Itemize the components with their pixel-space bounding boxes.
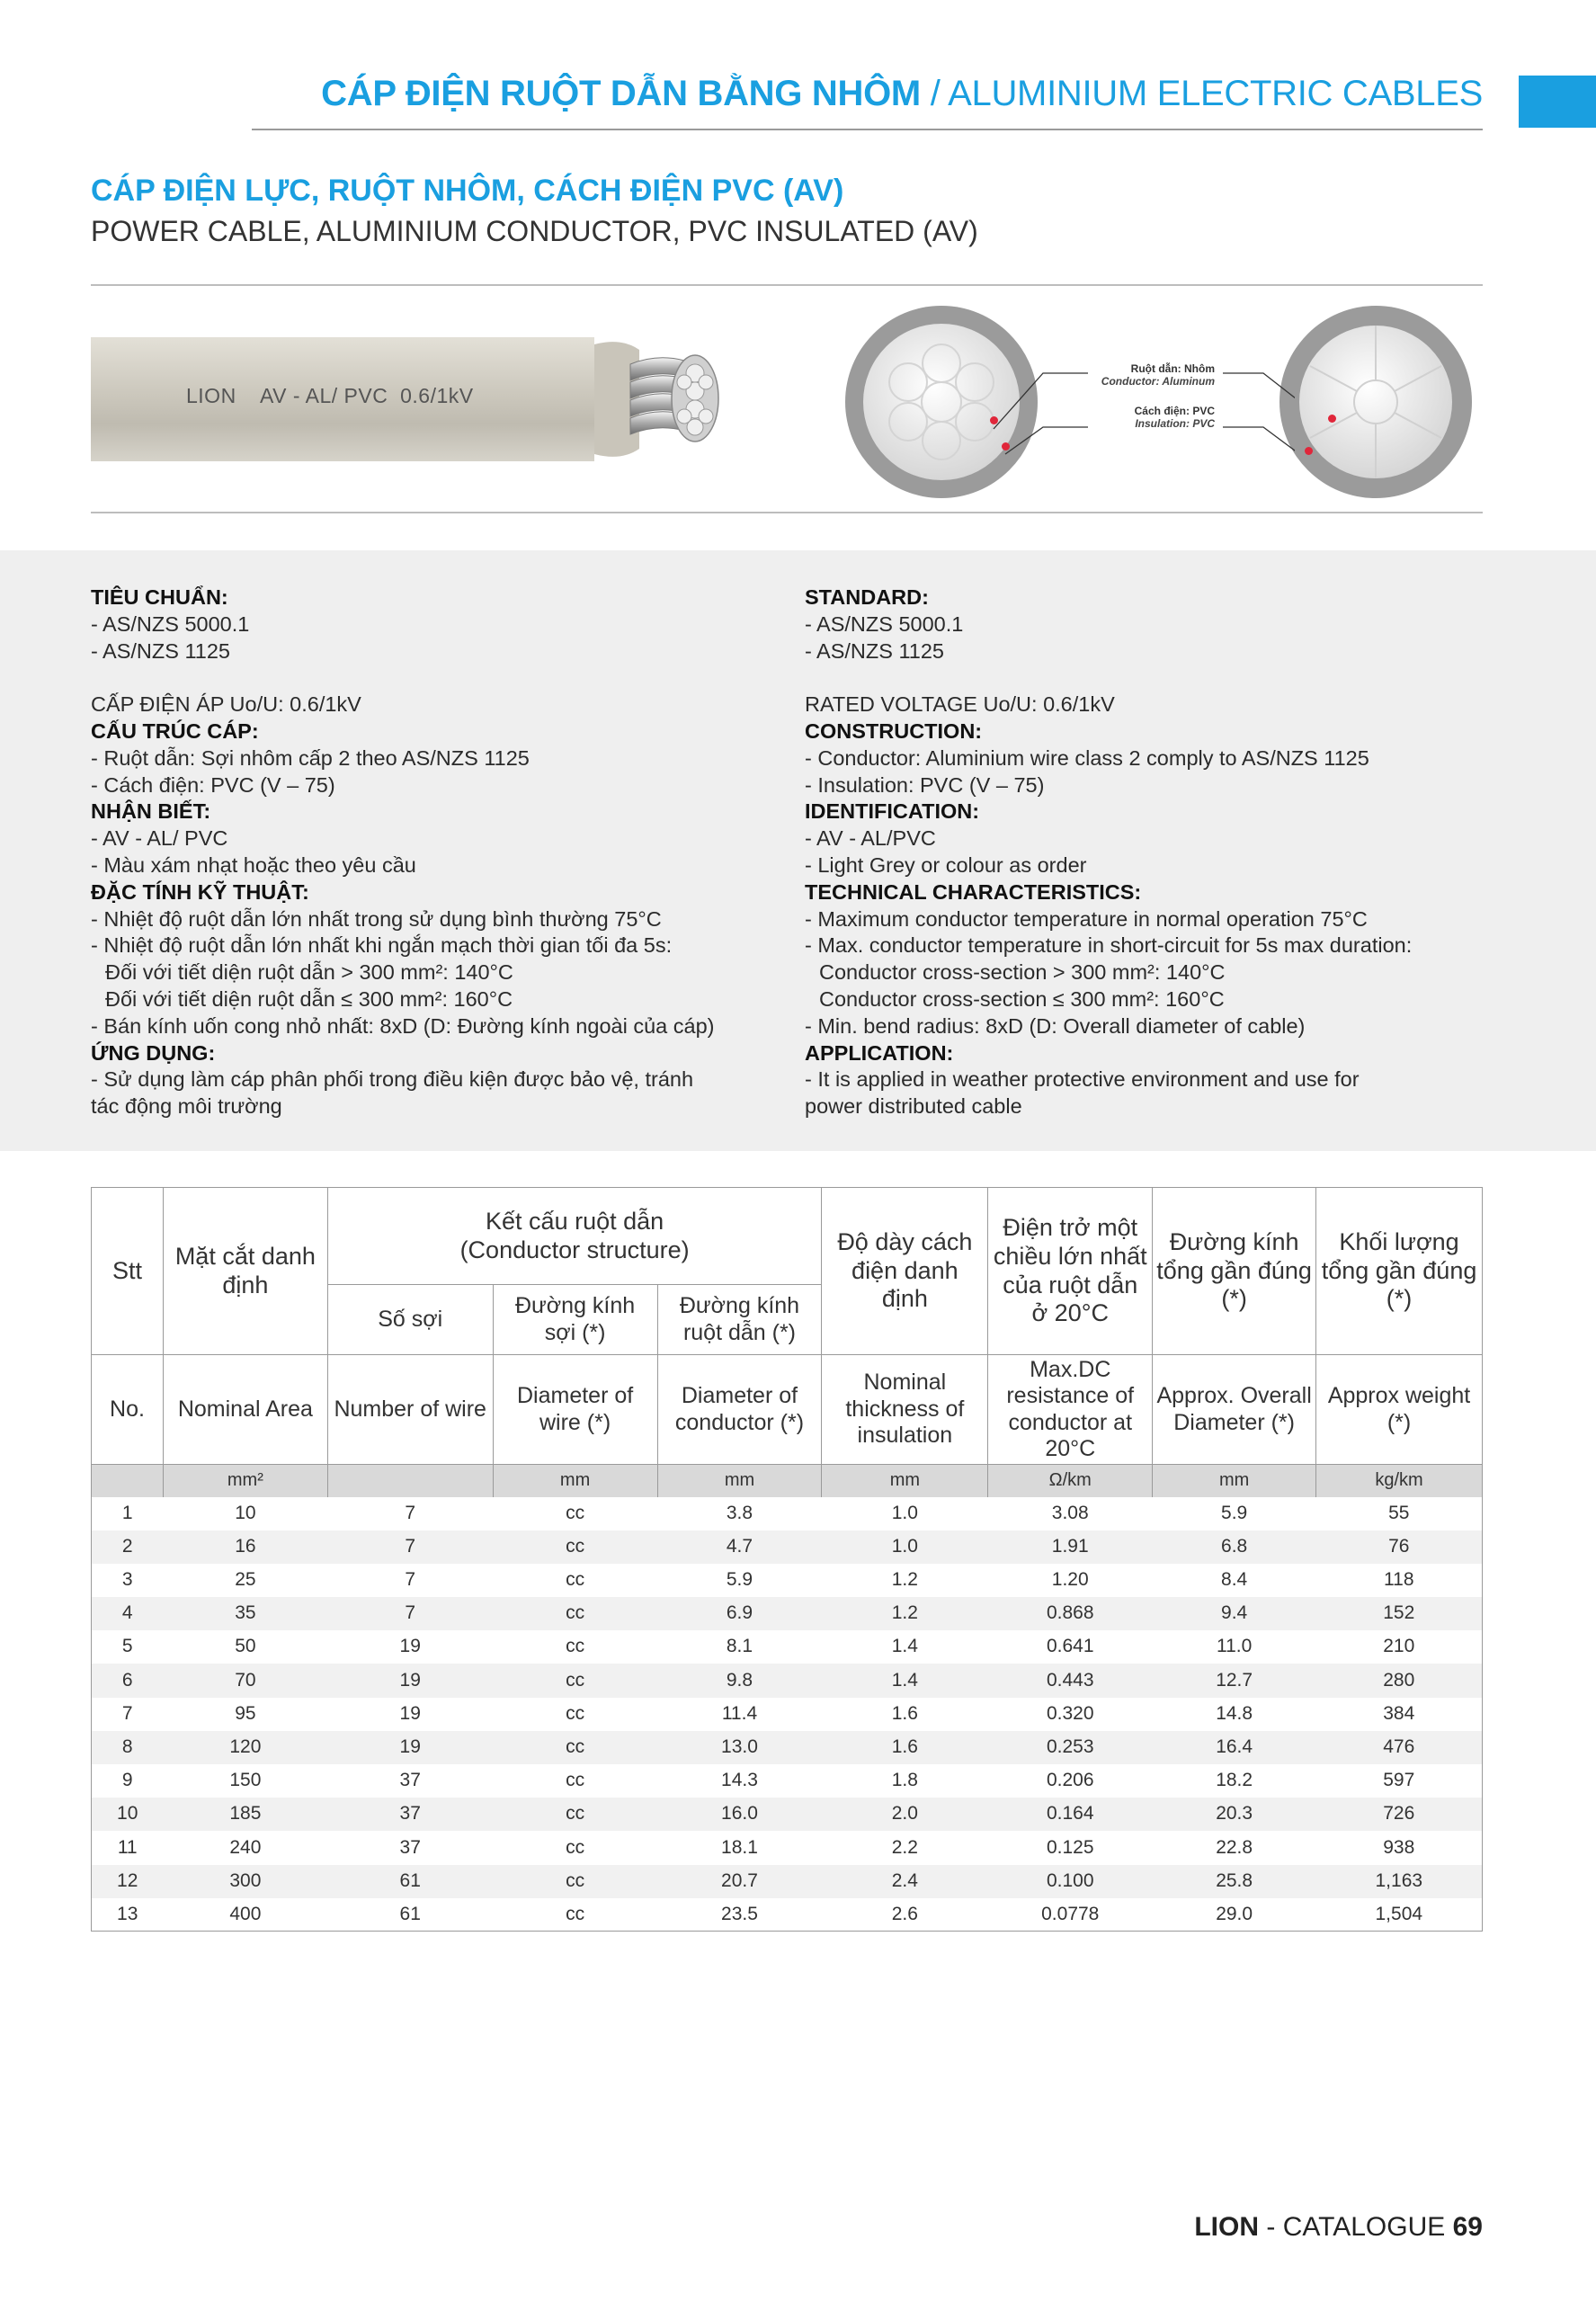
- th-overall-en: Approx. Overall Diameter (*): [1153, 1355, 1316, 1465]
- table-cell: 0.206: [1046, 1770, 1094, 1791]
- table-row: [92, 1831, 1483, 1864]
- table-cell: 6.8: [1153, 1530, 1316, 1564]
- table-cell: cc: [493, 1664, 657, 1697]
- callout-conductor: [1084, 362, 1215, 388]
- unit-cell: Ω/km: [988, 1465, 1153, 1497]
- th-dia-wire-en: Diameter of wire (*): [493, 1355, 657, 1465]
- header-accent-tab: [1519, 76, 1596, 128]
- table-header-row-en: [92, 1355, 1483, 1465]
- table-cell: 0.868: [988, 1597, 1153, 1630]
- table-cell: 9.4: [1153, 1597, 1316, 1630]
- spec-line: - Nhiệt độ ruột dẫn lớn nhất khi ngắn mạch thời gian tối đa 5s:: [91, 933, 673, 958]
- spec-line: - AS/NZS 5000.1: [91, 611, 250, 636]
- table-cell: cc: [566, 1569, 585, 1591]
- th-weight-en: Approx weight (*): [1316, 1355, 1483, 1465]
- table-cell: 476: [1316, 1731, 1483, 1764]
- page-number: 69: [1452, 2212, 1483, 2242]
- cross-section-compacted: [1279, 306, 1472, 498]
- table-cell: 2: [92, 1530, 164, 1564]
- table-cell: 70: [163, 1664, 327, 1697]
- table-cell: 16: [163, 1530, 327, 1564]
- spec-heading: ĐẶC TÍNH KỸ THUẬT:: [91, 879, 309, 904]
- table-cell: 4: [92, 1597, 164, 1630]
- table-cell: 150: [229, 1770, 262, 1791]
- table-cell: 76: [1316, 1530, 1483, 1564]
- table-cell: 0.125: [1046, 1836, 1094, 1858]
- table-cell: 7: [405, 1502, 416, 1523]
- th-no: No.: [92, 1355, 164, 1465]
- table-cell: 22.8: [1216, 1836, 1253, 1858]
- th-structure-vn: Kết cấu ruột dẫn: [486, 1207, 664, 1235]
- table-cell: 19: [399, 1702, 421, 1724]
- table-cell: 1.4: [822, 1664, 988, 1697]
- spec-heading: CẤU TRÚC CÁP:: [91, 718, 259, 743]
- table-cell: 13.0: [657, 1731, 822, 1764]
- table-cell: 12.7: [1153, 1664, 1316, 1697]
- table-cell: 185: [163, 1798, 327, 1831]
- spec-line: - Maximum conductor temperature in normal operation 75°C: [805, 906, 1368, 931]
- spec-heading: NHẬN BIẾT:: [91, 799, 211, 824]
- table-cell: 1.6: [891, 1702, 918, 1724]
- product-title-vn: CÁP ĐIỆN LỰC, RUỘT NHÔM, CÁCH ĐIỆN PVC (AV): [91, 174, 844, 208]
- table-cell: 35: [163, 1597, 327, 1630]
- table-cell: 16.4: [1153, 1731, 1316, 1764]
- spec-line: - Ruột dẫn: Sợi nhôm cấp 2 theo AS/NZS 1125: [91, 745, 530, 770]
- table-cell: 400: [163, 1898, 327, 1932]
- table-cell: 152: [1316, 1597, 1483, 1630]
- table-cell: cc: [566, 1502, 585, 1523]
- table-row: [92, 1497, 1483, 1530]
- table-cell: 20.3: [1153, 1798, 1316, 1831]
- th-overall-vn: Đường kính tổng gần đúng (*): [1153, 1188, 1316, 1355]
- table-cell: 280: [1316, 1664, 1483, 1697]
- table-cell: 61: [327, 1865, 493, 1898]
- spec-line: - Sử dụng làm cáp phân phối trong điều kiện được bảo vệ, tránh: [91, 1067, 694, 1092]
- table-cell: 37: [327, 1798, 493, 1831]
- table-cell: 726: [1316, 1798, 1483, 1831]
- unit-cell: mm: [1153, 1465, 1316, 1497]
- table-cell: 2.6: [822, 1898, 988, 1932]
- spec-line: - It is applied in weather protective environment and use for: [805, 1067, 1360, 1092]
- table-cell: 13: [92, 1898, 164, 1932]
- table-units-row: [92, 1465, 1483, 1497]
- th-dia-cond-en: Diameter of conductor (*): [657, 1355, 822, 1465]
- unit-cell: [327, 1465, 493, 1497]
- spec-line: - Cách điện: PVC (V – 75): [91, 772, 335, 797]
- table-cell: 29.0: [1153, 1898, 1316, 1932]
- page-title-sep: /: [920, 74, 949, 113]
- th-dia-cond-vn: Đường kính ruột dẫn (*): [657, 1285, 822, 1355]
- table-header-row-vn: [92, 1188, 1483, 1285]
- table-cell: 14.8: [1216, 1702, 1253, 1724]
- table-cell: cc: [493, 1798, 657, 1831]
- table-cell: 1.0: [891, 1502, 918, 1523]
- table-row: [92, 1630, 1483, 1664]
- table-cell: 1: [92, 1497, 164, 1530]
- spec-line: - Min. bend radius: 8xD (D: Overall diameter of cable): [805, 1013, 1306, 1038]
- spec-heading: IDENTIFICATION:: [805, 799, 980, 824]
- table-cell: 5.9: [1221, 1502, 1248, 1523]
- table-cell: 19: [399, 1636, 421, 1657]
- table-cell: 1.4: [891, 1636, 918, 1657]
- spec-line: Conductor cross-section ≤ 300 mm²: 160°C: [819, 986, 1225, 1011]
- spec-line: Conductor cross-section > 300 mm²: 140°C: [819, 960, 1226, 985]
- th-area-vn: Mặt cắt danh định: [163, 1188, 327, 1355]
- table-row: [92, 1731, 1483, 1764]
- table-cell: 10: [235, 1502, 256, 1523]
- table-cell: 0.641: [1046, 1636, 1094, 1657]
- table-cell: 384: [1316, 1698, 1483, 1731]
- table-cell: cc: [566, 1770, 585, 1791]
- spec-line: - AS/NZS 5000.1: [805, 611, 964, 636]
- page-title-vn: CÁP ĐIỆN RUỘT DẪN BẰNG NHÔM: [321, 74, 921, 113]
- table-cell: 25.8: [1153, 1865, 1316, 1898]
- th-dia-wire-vn: Đường kính sợi (*): [493, 1285, 657, 1355]
- spec-line: - Bán kính uốn cong nhỏ nhất: 8xD (D: Đường kính ngoài của cáp): [91, 1013, 715, 1038]
- th-resist-en: Max.DC resistance of conductor at 20°C: [988, 1355, 1153, 1465]
- page-title-en: ALUMINIUM ELECTRIC CABLES: [948, 74, 1483, 113]
- table-row: [92, 1564, 1483, 1597]
- spec-heading: APPLICATION:: [805, 1040, 954, 1065]
- table-cell: 1.2: [891, 1569, 918, 1591]
- table-cell: 0.100: [988, 1865, 1153, 1898]
- table-cell: 597: [1316, 1764, 1483, 1798]
- table-cell: 11: [92, 1831, 164, 1864]
- spec-line: - Màu xám nhạt hoặc theo yêu cầu: [91, 852, 416, 877]
- callout-insulation: [1084, 405, 1215, 430]
- cable-specification-table: [91, 1187, 1483, 1932]
- spec-line: - Insulation: PVC (V – 75): [805, 772, 1045, 797]
- specifications-en: [805, 584, 1524, 1120]
- unit-cell: mm: [657, 1465, 822, 1497]
- table-row: [92, 1664, 1483, 1697]
- spec-line: - Conductor: Aluminium wire class 2 comply to AS/NZS 1125: [805, 745, 1369, 770]
- spec-heading: TIÊU CHUẨN:: [91, 585, 228, 609]
- spec-gap: [805, 665, 1524, 691]
- table-cell: 14.3: [721, 1770, 758, 1791]
- table-cell: 19: [327, 1731, 493, 1764]
- table-cell: cc: [493, 1865, 657, 1898]
- table-cell: 2.0: [822, 1798, 988, 1831]
- table-cell: 10: [92, 1798, 164, 1831]
- table-cell: cc: [566, 1836, 585, 1858]
- table-cell: 18.1: [721, 1836, 758, 1858]
- table-cell: 3.8: [726, 1502, 753, 1523]
- product-title-en: POWER CABLE, ALUMINIUM CONDUCTOR, PVC INSULATED (AV): [91, 215, 978, 247]
- table-row: [92, 1865, 1483, 1898]
- th-num-wire-vn: Số sợi: [327, 1285, 493, 1355]
- table-cell: 1.91: [988, 1530, 1153, 1564]
- table-cell: 61: [327, 1898, 493, 1932]
- cable-strands-icon: [594, 337, 729, 461]
- th-weight-vn: Khối lượng tổng gần đúng (*): [1316, 1188, 1483, 1355]
- th-resist-vn: Điện trở một chiều lớn nhất của ruột dẫn ở 20°C: [988, 1188, 1153, 1355]
- unit-cell: [92, 1465, 164, 1497]
- table-cell: 0.0778: [988, 1898, 1153, 1932]
- callout-conductor-en: Conductor: Aluminum: [1101, 375, 1215, 388]
- table-cell: 0.320: [1046, 1702, 1094, 1724]
- table-cell: 2.4: [822, 1865, 988, 1898]
- table-cell: 11.0: [1216, 1636, 1253, 1657]
- compacted-conductor-icon: [1299, 326, 1452, 478]
- spec-line: tác động môi trường: [91, 1094, 282, 1119]
- callout-insulation-en: Insulation: PVC: [1135, 417, 1215, 430]
- th-thickness-vn: Độ dày cách điện danh định: [822, 1188, 988, 1355]
- table-cell: 8.1: [726, 1636, 753, 1657]
- table-row: [92, 1798, 1483, 1831]
- table-cell: 5.9: [726, 1569, 753, 1591]
- unit-cell: mm²: [163, 1465, 327, 1497]
- table-cell: 6: [92, 1664, 164, 1697]
- unit-cell: kg/km: [1316, 1465, 1483, 1497]
- table-row: [92, 1530, 1483, 1564]
- table-cell: 9: [92, 1764, 164, 1798]
- spec-gap: [91, 665, 792, 691]
- table-row: [92, 1597, 1483, 1630]
- table-row: [92, 1898, 1483, 1932]
- table-cell: 16.0: [657, 1798, 822, 1831]
- table-cell: cc: [493, 1731, 657, 1764]
- table-cell: cc: [493, 1898, 657, 1932]
- spec-heading: STANDARD:: [805, 585, 929, 609]
- table-cell: 0.253: [988, 1731, 1153, 1764]
- table-cell: 23.5: [657, 1898, 822, 1932]
- table-cell: 55: [1316, 1497, 1483, 1530]
- table-cell: 37: [399, 1836, 421, 1858]
- unit-cell: mm: [493, 1465, 657, 1497]
- spec-line: - AS/NZS 1125: [805, 638, 944, 663]
- spec-heading: CONSTRUCTION:: [805, 718, 983, 743]
- callout-insulation-vn: Cách điện: PVC: [1134, 405, 1215, 417]
- table-cell: 3: [92, 1564, 164, 1597]
- table-cell: cc: [566, 1636, 585, 1657]
- table-cell: 7: [327, 1597, 493, 1630]
- th-structure: [327, 1188, 822, 1285]
- page-title: [321, 74, 1483, 114]
- table-cell: 2.2: [891, 1836, 918, 1858]
- table-cell: 1,504: [1316, 1898, 1483, 1932]
- spec-line: CẤP ĐIỆN ÁP Uo/U: 0.6/1kV: [91, 692, 361, 717]
- table-cell: 3.08: [1051, 1502, 1089, 1523]
- table-cell: 11.4: [721, 1702, 758, 1724]
- cable-marking: LION AV - AL/ PVC 0.6/1kV: [186, 384, 474, 407]
- table-cell: 1.2: [822, 1597, 988, 1630]
- table-cell: 210: [1316, 1630, 1483, 1664]
- header-rule: [252, 129, 1483, 130]
- spec-heading: ỨNG DỤNG:: [91, 1040, 216, 1065]
- table-cell: 938: [1316, 1831, 1483, 1864]
- table-cell: 5: [92, 1630, 164, 1664]
- table-cell: 9.8: [657, 1664, 822, 1697]
- table-cell: 7: [327, 1530, 493, 1564]
- table-cell: 0.164: [988, 1798, 1153, 1831]
- table-cell: 8.4: [1221, 1569, 1248, 1591]
- th-area-en: Nominal Area: [163, 1355, 327, 1465]
- table-cell: 20.7: [657, 1865, 822, 1898]
- table-cell: 95: [235, 1702, 256, 1724]
- table-cell: 0.443: [988, 1664, 1153, 1697]
- table-cell: 37: [399, 1770, 421, 1791]
- table-cell: 1,163: [1316, 1865, 1483, 1898]
- table-cell: 1.8: [891, 1770, 918, 1791]
- table-cell: 1.0: [822, 1530, 988, 1564]
- spec-line: - AS/NZS 1125: [91, 638, 230, 663]
- table-row: [92, 1698, 1483, 1731]
- section-rule-bottom: [91, 512, 1483, 513]
- th-structure-en: (Conductor structure): [459, 1236, 690, 1263]
- table-cell: 118: [1316, 1564, 1483, 1597]
- footer-label: - CATALOGUE: [1259, 2212, 1453, 2242]
- th-num-wire-en: Number of wire: [327, 1355, 493, 1465]
- table-cell: 7: [92, 1698, 164, 1731]
- footer-brand: LION: [1194, 2212, 1260, 2242]
- page-footer: [1194, 2212, 1483, 2243]
- spec-line: - Light Grey or colour as order: [805, 852, 1087, 877]
- spec-line: Đối với tiết diện ruột dẫn ≤ 300 mm²: 160°C: [105, 986, 513, 1011]
- table-cell: cc: [493, 1597, 657, 1630]
- section-rule-top: [91, 284, 1483, 286]
- cable-image: [91, 337, 594, 461]
- table-cell: cc: [566, 1702, 585, 1724]
- th-stt: Stt: [92, 1188, 164, 1355]
- table-cell: 19: [327, 1664, 493, 1697]
- table-cell: 4.7: [657, 1530, 822, 1564]
- spec-line: - AV - AL/PVC: [805, 826, 936, 851]
- table-cell: cc: [493, 1530, 657, 1564]
- table-cell: 1.20: [1051, 1569, 1089, 1591]
- callout-conductor-vn: Ruột dẫn: Nhôm: [1130, 362, 1215, 375]
- table-row: [92, 1764, 1483, 1798]
- table-cell: 6.9: [657, 1597, 822, 1630]
- table-cell: 120: [163, 1731, 327, 1764]
- spec-line: - AV - AL/ PVC: [91, 826, 228, 851]
- table-cell: 240: [229, 1836, 262, 1858]
- table-cell: 300: [163, 1865, 327, 1898]
- spec-line: RATED VOLTAGE Uo/U: 0.6/1kV: [805, 692, 1115, 717]
- spec-line: - Max. conductor temperature in short-circuit for 5s max duration:: [805, 933, 1413, 958]
- spec-line: power distributed cable: [805, 1094, 1022, 1119]
- th-thickness-en: Nominal thickness of insulation: [822, 1355, 988, 1465]
- spec-line: Đối với tiết diện ruột dẫn > 300 mm²: 140°C: [105, 960, 513, 985]
- table-cell: 50: [235, 1636, 256, 1657]
- spec-heading: TECHNICAL CHARACTERISTICS:: [805, 879, 1142, 904]
- table-cell: 25: [235, 1569, 256, 1591]
- table-cell: 8: [92, 1731, 164, 1764]
- unit-cell: mm: [822, 1465, 988, 1497]
- table-cell: 18.2: [1216, 1770, 1253, 1791]
- specifications-vn: [91, 584, 792, 1120]
- table-cell: 1.6: [822, 1731, 988, 1764]
- table-cell: 12: [92, 1865, 164, 1898]
- spec-line: - Nhiệt độ ruột dẫn lớn nhất trong sử dụng bình thường 75°C: [91, 906, 662, 931]
- table-cell: 7: [405, 1569, 416, 1591]
